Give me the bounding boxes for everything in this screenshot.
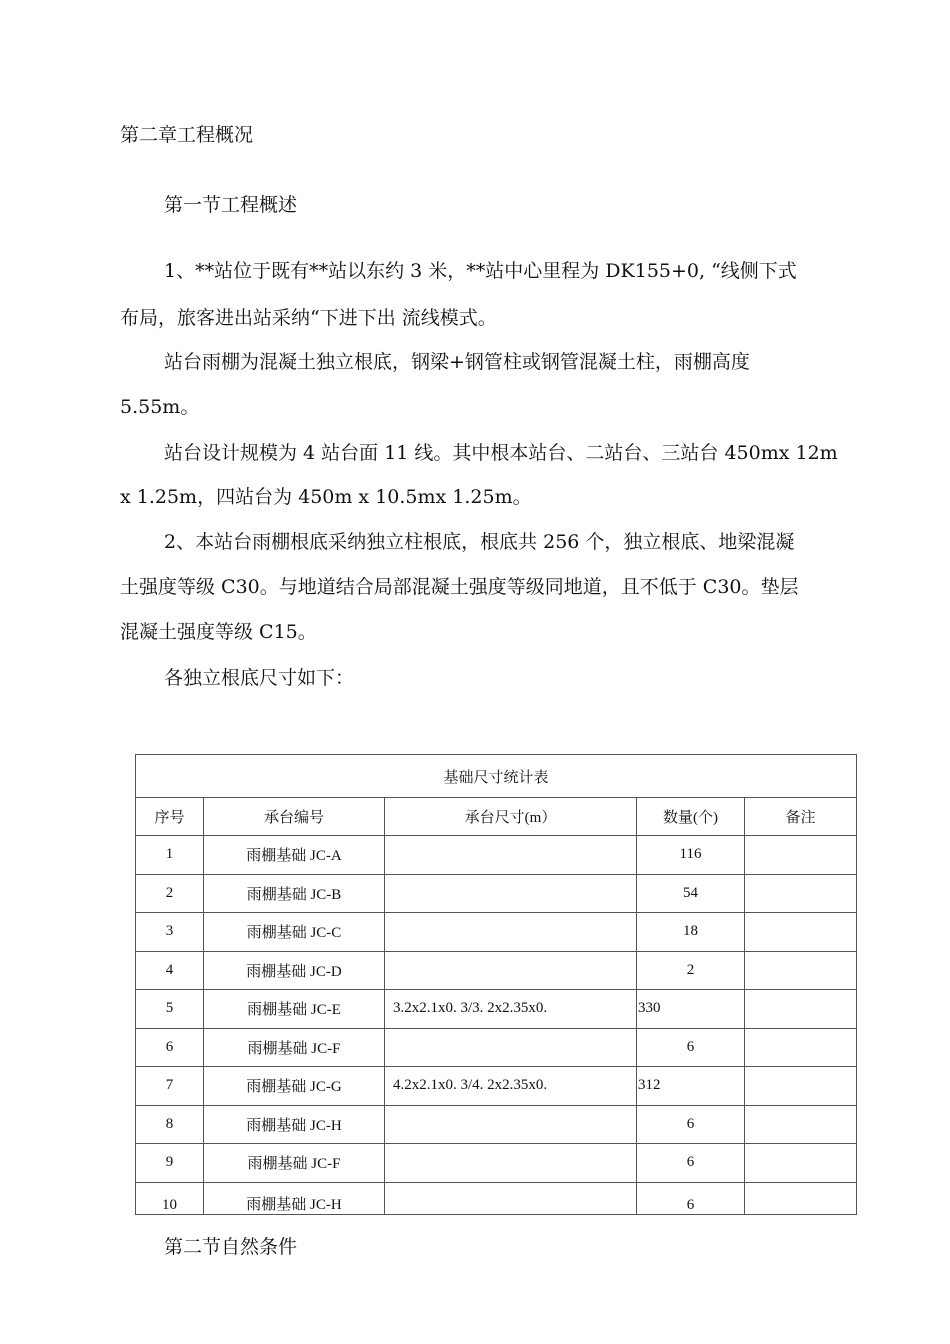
paragraph-line: 土强度等级 C30。与地道结合局部混凝土强度等级同地道，且不低于 C30。垫层 (120, 576, 799, 598)
foundation-size-cell (385, 836, 637, 875)
foundation-code-cell: 雨棚基础 JC-C (204, 913, 385, 952)
foundation-code-cell: 雨棚基础 JC-E (204, 990, 385, 1029)
table-caption: 基础尺寸统计表 (136, 755, 857, 798)
foundation-size-cell (385, 874, 637, 913)
foundation-size-cell (385, 1182, 637, 1214)
note-cell (745, 836, 857, 875)
column-header-size: 承台尺寸(m） (385, 798, 637, 836)
table-row (136, 1105, 857, 1144)
quantity-cell: 6 (637, 1144, 745, 1183)
row-number-cell: 8 (136, 1105, 204, 1144)
foundation-code-cell: 雨棚基础 JC-A (204, 836, 385, 875)
table-row (136, 1182, 857, 1214)
quantity-cell: 6 (637, 1028, 745, 1067)
table-row (136, 874, 857, 913)
paragraph-line: 2、本站台雨棚根底采纳独立柱根底，根底共 256 个，独立根底、地梁混凝 (164, 531, 795, 553)
paragraph-line: 站台雨棚为混凝土独立根底，钢梁+钢管柱或钢管混凝土柱，雨棚高度 (164, 351, 750, 373)
foundation-size-cell (385, 1144, 637, 1183)
row-number-cell: 3 (136, 913, 204, 952)
note-cell (745, 990, 857, 1029)
note-cell (745, 1028, 857, 1067)
row-number-cell: 9 (136, 1144, 204, 1183)
row-number-cell: 6 (136, 1028, 204, 1067)
row-number-cell: 5 (136, 990, 204, 1029)
foundation-code-cell: 雨棚基础 JC-F (204, 1028, 385, 1067)
quantity-cell: 18 (637, 913, 745, 952)
row-number-cell: 1 (136, 836, 204, 875)
foundation-code-cell: 雨棚基础 JC-B (204, 874, 385, 913)
column-header-code: 承台编号 (204, 798, 385, 836)
paragraph-line: 1、**站位于既有**站以东约 3 米，**站中心里程为 DK155+0, “线侧下式 (164, 260, 797, 282)
section-title: 第一节工程概述 (164, 194, 298, 216)
note-cell (745, 1144, 857, 1183)
chapter-title: 第二章工程概况 (120, 124, 254, 146)
table-row (136, 990, 857, 1029)
quantity-cell: 54 (637, 874, 745, 913)
foundation-code-cell: 雨棚基础 JC-G (204, 1067, 385, 1106)
section-title: 第二节自然条件 (164, 1236, 298, 1258)
table-row (136, 913, 857, 952)
row-number-cell: 7 (136, 1067, 204, 1106)
foundation-size-cell (385, 951, 637, 990)
note-cell (745, 1067, 857, 1106)
quantity-cell: 330 (637, 990, 745, 1029)
note-cell (745, 1182, 857, 1214)
foundation-size-cell (385, 1028, 637, 1067)
foundation-code-cell: 雨棚基础 JC-D (204, 951, 385, 990)
paragraph-line: 各独立根底尺寸如下： (164, 667, 355, 689)
note-cell (745, 951, 857, 990)
note-cell (745, 913, 857, 952)
foundation-size-cell (385, 1105, 637, 1144)
foundation-size-cell: 4.2x2.1x0. 3/4. 2x2.35x0. (385, 1067, 637, 1106)
foundation-size-cell: 3.2x2.1x0. 3/3. 2x2.35x0. (385, 990, 637, 1029)
foundation-size-table (135, 754, 857, 1215)
quantity-cell: 2 (637, 951, 745, 990)
column-header-qty: 数量(个) (637, 798, 745, 836)
foundation-code-cell: 雨棚基础 JC-F (204, 1144, 385, 1183)
column-header-note: 备注 (745, 798, 857, 836)
quantity-cell: 6 (637, 1182, 745, 1214)
note-cell (745, 1105, 857, 1144)
quantity-cell: 6 (637, 1105, 745, 1144)
column-header-no: 序号 (136, 798, 204, 836)
table-row (136, 1028, 857, 1067)
table-row (136, 836, 857, 875)
paragraph-line: 混凝土强度等级 C15。 (120, 621, 317, 643)
row-number-cell: 10 (136, 1182, 204, 1214)
note-cell (745, 874, 857, 913)
paragraph-line: 站台设计规模为 4 站台面 11 线。其中根本站台、二站台、三站台 450mx 12m (164, 442, 838, 464)
row-number-cell: 2 (136, 874, 204, 913)
row-number-cell: 4 (136, 951, 204, 990)
table-row (136, 1144, 857, 1183)
foundation-code-cell: 雨棚基础 JC-H (204, 1105, 385, 1144)
paragraph-line: 布局，旅客进出站采纳“下进下出 流线模式。 (120, 307, 497, 329)
quantity-cell: 312 (637, 1067, 745, 1106)
table-row (136, 1067, 857, 1106)
paragraph-line: 5.55m。 (120, 396, 200, 418)
table-row (136, 951, 857, 990)
quantity-cell: 116 (637, 836, 745, 875)
paragraph-line: x 1.25m，四站台为 450m x 10.5mx 1.25m。 (120, 486, 532, 508)
foundation-code-cell: 雨棚基础 JC-H (204, 1182, 385, 1214)
foundation-size-cell (385, 913, 637, 952)
